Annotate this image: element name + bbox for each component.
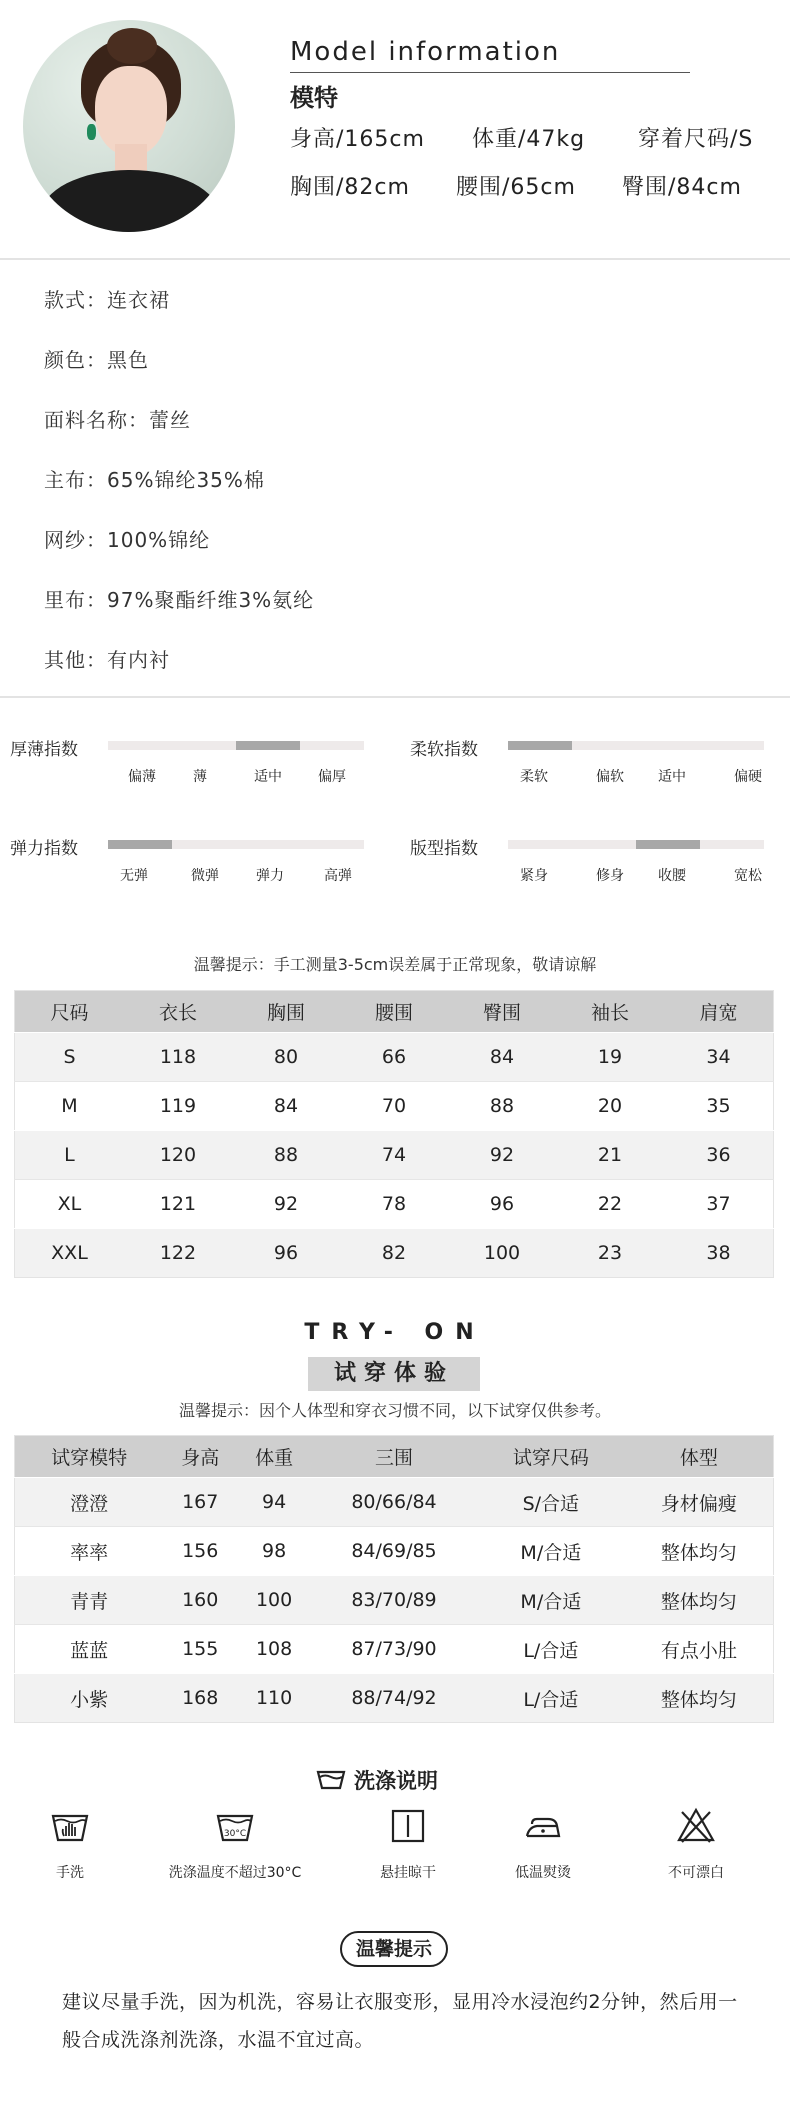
table-cell: 155 — [163, 1625, 237, 1674]
table-cell: 82 — [340, 1229, 448, 1278]
table-cell: 80/66/84 — [311, 1478, 477, 1527]
model-bust: 胸围/82cm — [290, 175, 410, 200]
index-bar-marker — [236, 741, 300, 750]
table-cell: 20 — [556, 1082, 664, 1131]
table-cell: 110 — [237, 1674, 311, 1723]
tryon-table-row — [15, 1527, 774, 1576]
model-height: 身高/165cm — [290, 127, 425, 152]
index-bar-marker — [636, 840, 700, 849]
table-cell: 98 — [237, 1527, 311, 1576]
index-label: 弹力指数 — [10, 839, 78, 859]
table-cell: L — [15, 1131, 124, 1180]
index-option: 修身 — [596, 868, 624, 884]
table-cell: 38 — [664, 1229, 773, 1278]
table-header-cell: 胸围 — [232, 991, 340, 1033]
table-header-cell: 试穿尺码 — [477, 1436, 625, 1478]
tip-badge: 温馨提示 — [340, 1931, 448, 1967]
table-cell: 74 — [340, 1131, 448, 1180]
table-cell: M/合适 — [477, 1576, 625, 1625]
table-cell: 160 — [163, 1576, 237, 1625]
index-bar — [108, 741, 364, 750]
wash-30-mark: 30°C — [223, 1829, 247, 1839]
table-header-cell: 腰围 — [340, 991, 448, 1033]
index-bar-marker — [108, 840, 172, 849]
table-cell: 92 — [232, 1180, 340, 1229]
table-cell: 84/69/85 — [311, 1527, 477, 1576]
washing-header — [316, 1765, 438, 1795]
table-header-cell: 尺码 — [15, 991, 124, 1033]
index-option: 柔软 — [520, 769, 548, 785]
iron-low-label: 低温熨烫 — [515, 1865, 571, 1881]
table-cell: 100 — [448, 1229, 556, 1278]
table-header-cell: 臀围 — [448, 991, 556, 1033]
table-cell: 有点小肚 — [625, 1625, 774, 1674]
iron-low-icon — [523, 1806, 563, 1846]
index-option: 紧身 — [520, 868, 548, 884]
tip-text: 建议尽量手洗，因为机洗，容易让衣服变形，显用冷水浸泡约2分钟，然后用一般合成洗涤剂洗涤，水温不宜过高。 — [62, 1991, 738, 2051]
table-header-cell: 身高 — [163, 1436, 237, 1478]
table-cell: 22 — [556, 1180, 664, 1229]
index-option: 适中 — [658, 769, 686, 785]
section-divider — [0, 258, 790, 260]
table-cell: 100 — [237, 1576, 311, 1625]
table-cell: S — [15, 1033, 124, 1082]
table-cell: 84 — [232, 1082, 340, 1131]
attr-fabric: 面料名称：蕾丝 — [44, 408, 191, 432]
tryon-table — [14, 1435, 774, 1723]
table-cell: 96 — [232, 1229, 340, 1278]
table-cell: 34 — [664, 1033, 773, 1082]
index-option: 偏薄 — [128, 769, 156, 785]
table-cell: 37 — [664, 1180, 773, 1229]
table-cell: 121 — [124, 1180, 232, 1229]
tryon-table-row — [15, 1576, 774, 1625]
index-option: 无弹 — [120, 868, 148, 884]
table-cell: 小紫 — [15, 1674, 164, 1723]
table-cell: 94 — [237, 1478, 311, 1527]
index-option: 薄 — [193, 769, 207, 785]
tryon-note: 温馨提示：因个人体型和穿衣习惯不同，以下试穿仅供参考。 — [178, 1401, 611, 1420]
table-cell: 156 — [163, 1527, 237, 1576]
table-cell: 身材偏瘦 — [625, 1478, 774, 1527]
tryon-subtitle: 试穿体验 — [308, 1357, 480, 1391]
table-cell: 23 — [556, 1229, 664, 1278]
table-cell: 88 — [448, 1082, 556, 1131]
avatar-face — [95, 66, 167, 156]
attr-color: 颜色：黑色 — [44, 348, 149, 372]
hang-dry-icon — [388, 1806, 428, 1846]
tryon-table-header — [15, 1436, 774, 1478]
table-cell: 19 — [556, 1033, 664, 1082]
index-option: 偏软 — [596, 769, 624, 785]
table-cell: 119 — [124, 1082, 232, 1131]
washing-title: 洗涤说明 — [354, 1769, 438, 1793]
table-header-cell: 三围 — [311, 1436, 477, 1478]
avatar-hair-bun — [107, 28, 157, 64]
size-table — [14, 990, 774, 1278]
wash-30-icon — [215, 1806, 255, 1846]
tryon-table-row — [15, 1625, 774, 1674]
hang-dry-label: 悬挂晾干 — [380, 1865, 436, 1881]
table-cell: 青青 — [15, 1576, 164, 1625]
table-cell: S/合适 — [477, 1478, 625, 1527]
table-cell: 96 — [448, 1180, 556, 1229]
model-info-title: Model information — [290, 37, 561, 67]
tryon-table-row — [15, 1674, 774, 1723]
table-cell: 88 — [232, 1131, 340, 1180]
index-option: 收腰 — [658, 868, 686, 884]
table-cell: XXL — [15, 1229, 124, 1278]
model-info-section — [0, 0, 790, 260]
hand-wash-icon — [50, 1806, 90, 1846]
table-cell: 108 — [237, 1625, 311, 1674]
model-hip: 臀围/84cm — [622, 175, 742, 200]
model-waist: 腰围/65cm — [456, 175, 576, 200]
table-cell: 122 — [124, 1229, 232, 1278]
table-header-cell: 体型 — [625, 1436, 774, 1478]
index-bar-marker — [508, 741, 572, 750]
table-cell: M — [15, 1082, 124, 1131]
model-weight: 体重/47kg — [472, 127, 586, 152]
table-cell: 36 — [664, 1131, 773, 1180]
size-table-row — [15, 1131, 774, 1180]
table-cell: 87/73/90 — [311, 1625, 477, 1674]
index-bar — [508, 840, 764, 849]
table-cell: 120 — [124, 1131, 232, 1180]
index-option: 微弹 — [191, 868, 219, 884]
avatar-earring — [87, 124, 96, 140]
size-table-row — [15, 1180, 774, 1229]
attr-main-fabric: 主布：65%锦纶35%棉 — [44, 468, 265, 492]
table-cell: 118 — [124, 1033, 232, 1082]
table-cell: 率率 — [15, 1527, 164, 1576]
table-cell: 78 — [340, 1180, 448, 1229]
size-table-row — [15, 1082, 774, 1131]
index-bar — [108, 840, 364, 849]
attr-lining: 里布：97%聚酯纤维3%氨纶 — [44, 588, 315, 612]
model-avatar — [23, 20, 235, 232]
table-header-cell: 试穿模特 — [15, 1436, 164, 1478]
table-cell: 整体均匀 — [625, 1576, 774, 1625]
table-cell: 83/70/89 — [311, 1576, 477, 1625]
attr-mesh: 网纱：100%锦纶 — [44, 528, 211, 552]
table-cell: 澄澄 — [15, 1478, 164, 1527]
table-cell: 70 — [340, 1082, 448, 1131]
size-table-header — [15, 991, 774, 1033]
table-cell: 35 — [664, 1082, 773, 1131]
table-cell: 21 — [556, 1131, 664, 1180]
model-size: 穿着尺码/S — [638, 127, 754, 152]
table-header-cell: 衣长 — [124, 991, 232, 1033]
table-cell: 84 — [448, 1033, 556, 1082]
wash-basin-icon — [316, 1768, 346, 1792]
attr-style: 款式：连衣裙 — [44, 288, 170, 312]
index-option: 宽松 — [734, 868, 762, 884]
tryon-title: TRY- ON — [304, 1320, 486, 1345]
section-divider — [0, 696, 790, 698]
index-option: 偏硬 — [734, 769, 762, 785]
table-header-cell: 体重 — [237, 1436, 311, 1478]
hand-wash-label: 手洗 — [56, 1865, 84, 1881]
table-cell: 92 — [448, 1131, 556, 1180]
table-cell: 蓝蓝 — [15, 1625, 164, 1674]
size-table-row — [15, 1229, 774, 1278]
tryon-table-row — [15, 1478, 774, 1527]
table-cell: L/合适 — [477, 1625, 625, 1674]
wash-30-label: 洗涤温度不超过30°C — [168, 1865, 302, 1881]
table-cell: 167 — [163, 1478, 237, 1527]
no-bleach-label: 不可漂白 — [668, 1865, 724, 1881]
table-cell: M/合适 — [477, 1527, 625, 1576]
table-cell: 88/74/92 — [311, 1674, 477, 1723]
index-option: 弹力 — [256, 868, 284, 884]
table-cell: L/合适 — [477, 1674, 625, 1723]
attr-other: 其他：有内衬 — [44, 648, 170, 672]
table-header-cell: 袖长 — [556, 991, 664, 1033]
index-label: 版型指数 — [410, 839, 478, 859]
model-info-divider — [290, 72, 690, 73]
index-label: 柔软指数 — [410, 740, 478, 760]
no-bleach-icon — [676, 1806, 716, 1846]
index-option: 偏厚 — [318, 769, 346, 785]
size-table-row — [15, 1033, 774, 1082]
index-option: 适中 — [254, 769, 282, 785]
table-header-cell: 肩宽 — [664, 991, 773, 1033]
size-note: 温馨提示：手工测量3-5cm误差属于正常现象，敬请谅解 — [193, 955, 597, 974]
avatar-black-dress — [41, 170, 219, 232]
table-cell: 整体均匀 — [625, 1527, 774, 1576]
table-cell: 66 — [340, 1033, 448, 1082]
index-label: 厚薄指数 — [10, 740, 78, 760]
table-cell: 168 — [163, 1674, 237, 1723]
table-cell: 整体均匀 — [625, 1674, 774, 1723]
index-option: 高弹 — [324, 868, 352, 884]
model-info-subtitle: 模特 — [290, 84, 338, 112]
index-bar — [508, 741, 764, 750]
table-cell: 80 — [232, 1033, 340, 1082]
table-cell: XL — [15, 1180, 124, 1229]
